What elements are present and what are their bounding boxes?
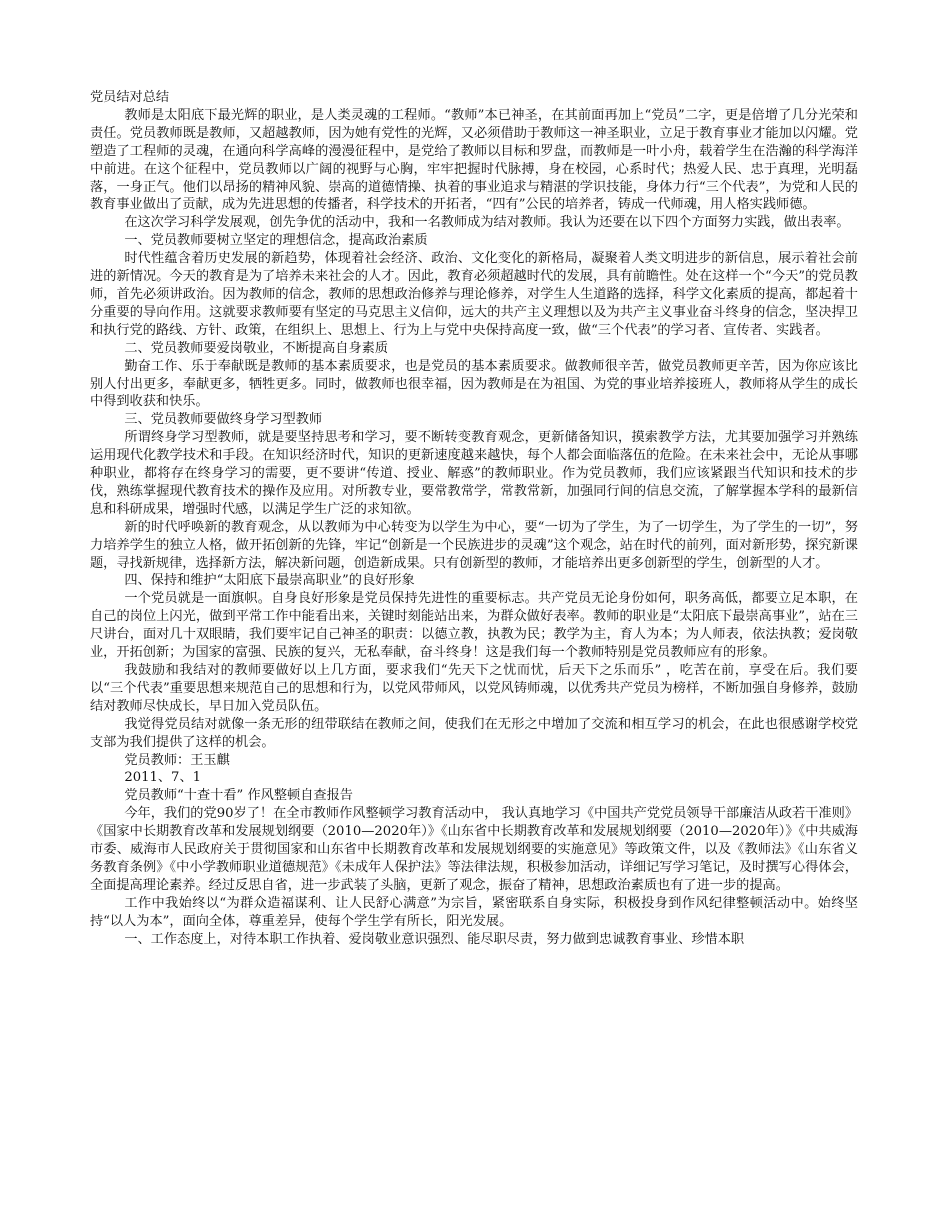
paragraph: 我觉得党员结对就像一条无形的纽带联结在教师之间，使我们在无形之中增加了交流和相互学习的机会，在此也很感谢学校党支部为我们提供了这样的机会。 bbox=[90, 716, 858, 750]
paragraph: 勤奋工作、乐于奉献既是教师的基本素质要求，也是党员的基本素质要求。做教师很辛苦，做党员教师更辛苦，因为你应该比别人付出更多，奉献更多，牺牲更多。同时，做教师也很幸福，因为教师是在为祖国、为党的事业培养接班人，教师将从学生的成长中得到收获和快乐。 bbox=[90, 358, 858, 410]
signature: 党员教师：王玉麒 bbox=[124, 752, 230, 768]
paragraph: 今年，我们的党90岁了！在全市教师作风整顿学习教育活动中， 我认真地学习《中国共产党党员领导干部廉洁从政若干准则》《国家中长期教育改革和发展规划纲要（2010—2020年）》《山东省中长期教育改革和发展规划纲要（2010—2020年）》《中共威海市委、威海市人民政府关于贯彻国家和山东省中长期教育改革和发展规划纲要的实施意见》等政策文件，以及《教师法》《山东省义务教育条例》《中小学教师职业道德规范》《未成年人保护法》等法律法规，积极参加活动，详细记写学习笔记，及时撰写心得体会，全面提高理论素养。经过反思自省，进一步武装了头脑，更新了观念，振奋了精神，思想政治素质也有了进一步的提高。 bbox=[90, 806, 858, 893]
document-body bbox=[90, 89, 858, 949]
paragraph: 新的时代呼唤新的教育观念，从以教师为中心转变为以学生为中心，要“一切为了学生，为了一切学生，为了学生的一切”，努力培养学生的独立人格，做开拓创新的先锋，牢记“创新是一个民族进步的灵魂”这个观念，站在时代的前列，面对新形势，探究新课题，寻找新规律，选择新方法，解决新问题，创造新成果。只有创新型的教师，才能培养出更多创新型的学生，创新型的人才。 bbox=[90, 519, 858, 571]
paragraph: 一、工作态度上，对待本职工作执着、爱岗敬业意识强烈、能尽职尽责，努力做到忠诚教育事业、珍惜本职 bbox=[124, 931, 745, 947]
section-heading: 三、党员教师要做终身学习型教师 bbox=[124, 412, 323, 428]
paragraph: 时代性蕴含着历史发展的新趋势，体现着社会经济、政治、文化变化的新格局，凝聚着人类文明进步的新信息，展示着社会前进的新情况。今天的教育是为了培养未来社会的人才。因此，教育必须超越时代的发展，具有前瞻性。处在这样一个“今天”的党员教师，首先必须讲政治。因为教师的信念，教师的思想政治修养与理论修养，对学生人生道路的选择，科学文化素质的提高，都起着十分重要的导向作用。这就要求教师要有坚定的马克思主义信仰，远大的共产主义理想以及为共产主义事业奋斗终身的信念，坚决捍卫和执行党的路线、方针、政策，在组织上、思想上、行为上与党中央保持高度一致，做“三个代表”的学习者、宣传者、实践者。 bbox=[90, 251, 858, 338]
section-heading: 一、党员教师要树立坚定的理想信念，提高政治素质 bbox=[124, 233, 428, 249]
paragraph: 工作中我始终以“为群众造福谋利、让人民舒心满意”为宗旨，紧密联系自身实际，积极投身到作风纪律整顿活动中。始终坚持“以人为本”，面向全体，尊重差异，使每个学生学有所长，阳光发展。 bbox=[90, 895, 858, 929]
paragraph: 在这次学习科学发展观，创先争优的活动中，我和一名教师成为结对教师。我认为还要在以下四个方面努力实践，做出表率。 bbox=[124, 215, 850, 231]
date: 2011、7、1 bbox=[124, 770, 202, 786]
report-title: 党员教师“十查十看” 作风整顿自查报告 bbox=[124, 788, 353, 804]
section-heading: 二、党员教师要爱岗敬业，不断提高自身素质 bbox=[124, 340, 389, 356]
section-heading: 四、保持和维护“太阳底下最崇高职业”的良好形象 bbox=[124, 573, 415, 589]
paragraph: 所谓终身学习型教师，就是要坚持思考和学习，要不断转变教育观念，更新储备知识，摸索教学方法，尤其要加强学习并熟练运用现代化教学技术和手段。在知识经济时代，知识的更新速度越来越快，每个人都会面临落伍的危险。在未来社会中，无论从事哪种职业，都将存在终身学习的需要，更不要讲“传道、授业、解惑”的教师职业。作为党员教师，我们应该紧跟当代知识和技术的步伐，熟练掌握现代教育技术的操作及应用。对所教专业，要常教常学，常教常新，加强同行间的信息交流，了解掌握本学科的最新信息和科研成果，增强时代感，以满足学生广泛的求知欲。 bbox=[90, 430, 858, 517]
document-title: 党员结对总结 bbox=[90, 90, 170, 105]
paragraph: 一个党员就是一面旗帜。自身良好形象是党员保持先进性的重要标志。共产党员无论身份如何，职务高低，都要立足本职，在自己的岗位上闪光，做到平常工作中能看出来，关键时刻能站出来，为群众做好表率。教师的职业是“太阳底下最崇高事业”，站在三尺讲台，面对几十双眼睛，我们要牢记自己神圣的职责：以德立教，执教为民；教学为主，育人为本；为人师表，依法执教；爱岗敬业，开拓创新；为国家的富强、民族的复兴，无私奉献，奋斗终身！这是我们每一个教师特别是党员教师应有的形象。 bbox=[90, 591, 858, 661]
paragraph: 我鼓励和我结对的教师要做好以上几方面，要求我们“先天下之忧而忧，后天下之乐而乐” ，吃苦在前，享受在后。我们要以“三个代表”重要思想来规范自己的思想和行为，以党风带师风，以党风铸师魂，以优秀共产党员为榜样，不断加强自身修养，鼓励结对教师尽快成长，早日加入党员队伍。 bbox=[90, 663, 858, 714]
paragraph: 教师是太阳底下最光辉的职业，是人类灵魂的工程师。“教师”本已神圣，在其前面再加上“党员”二字，更是倍增了几分光荣和责任。党员教师既是教师，又超越教师，因为她有党性的光辉，又必须借助于教师这一神圣职业，立足于教育事业才能加以闪耀。党塑造了工程师的灵魂，在通向科学高峰的漫漫征程中，是党给了教师以目标和罗盘，而教师是一叶小舟，载着学生在浩瀚的科学海洋中前进。在这个征程中，党员教师以广阔的视野与心胸，牢牢把握时代脉搏，身在校园，心系时代；热爱人民、忠于真理，光明磊落，一身正气。他们以昂扬的精神风貌、崇高的道德情操、执着的事业追求与精湛的学识技能，身体力行“三个代表”，为党和人民的教育事业做出了贡献，成为先进思想的传播者，科学技术的开拓者，“四有”公民的培养者，铸成一代师魂，用人格实践师德。 bbox=[90, 107, 858, 213]
